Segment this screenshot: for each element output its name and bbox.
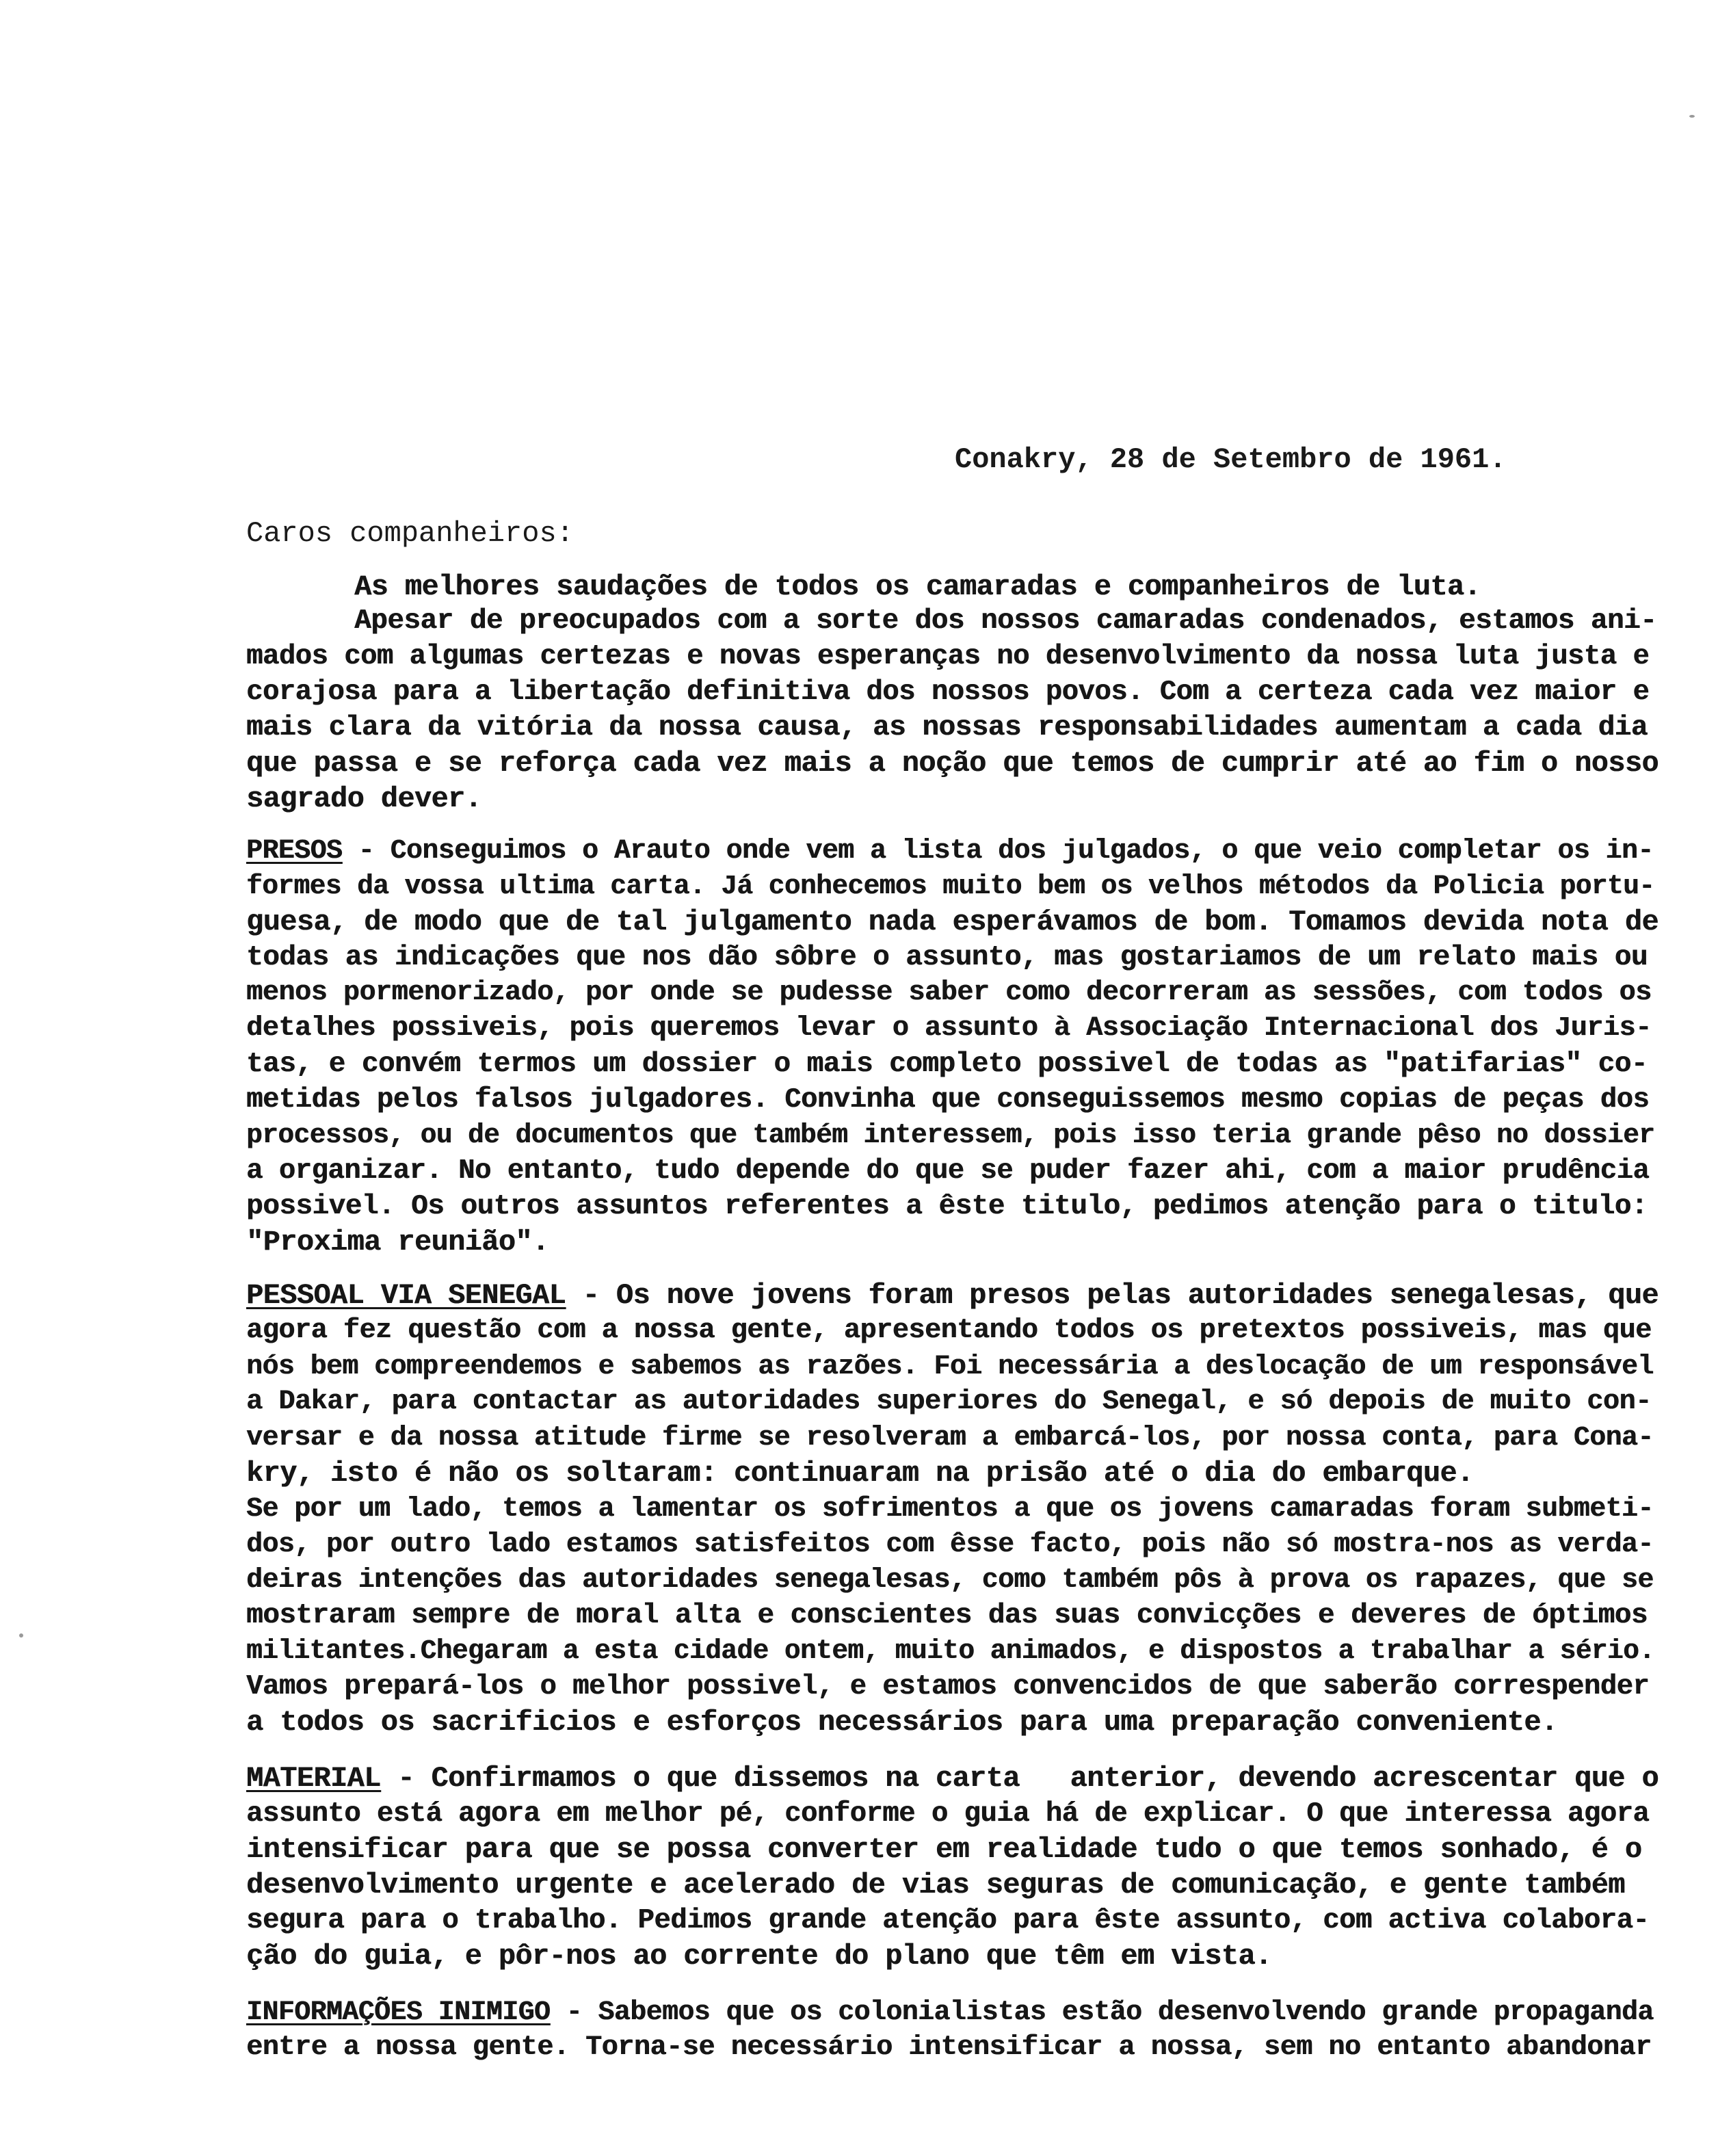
pessoal-line: agora fez questão com a nossa gente, apresentando todos os pretextos possiveis, mas que: [246, 1315, 1652, 1346]
pessoal-line: a Dakar, para contactar as autoridades superiores do Senegal, e só depois de muito con-: [246, 1386, 1652, 1417]
informacoes-line: entre a nossa gente. Torna-se necessário intensificar a nossa, sem no entanto abandonar: [246, 2032, 1652, 2063]
section-material-first-line: [246, 1762, 1658, 1795]
material-line: desenvolvimento urgente e acelerado de vias seguras de comunicação, e gente também: [246, 1869, 1625, 1902]
pessoal-line: mostraram sempre de moral alta e conscientes das suas convicções e deveres de óptimos: [246, 1600, 1648, 1631]
material-line: ção do guia, e pôr-nos ao corrente do plano que têm em vista.: [246, 1940, 1272, 1973]
section-heading-material: MATERIAL: [246, 1762, 381, 1795]
intro-line: mais clara da vitória da nossa causa, as nossas responsabilidades aumentam a cada dia: [246, 712, 1648, 744]
intro-line: Apesar de preocupados com a sorte dos nossos camaradas condenados, estamos ani-: [354, 605, 1657, 637]
presos-line: tas, e convém termos um dossier o mais completo possivel de todas as "patifarias" co-: [246, 1049, 1648, 1080]
presos-line: guesa, de modo que de tal julgamento nada esperávamos de bom. Tomamos devida nota de: [246, 906, 1658, 938]
pessoal-line: nós bem compreendemos e sabemos as razões. Foi necessária a deslocação de um responsável: [246, 1351, 1654, 1382]
presos-line: possivel. Os outros assuntos referentes a êste titulo, pedimos atenção para o titulo:: [246, 1191, 1648, 1222]
intro-line: corajosa para a libertação definitiva dos nossos povos. Com a certeza cada vez maior e: [246, 676, 1650, 708]
intro-line: As melhores saudações de todos os camaradas e companheiros de luta.: [354, 570, 1481, 603]
scan-speck: [1689, 115, 1695, 118]
presos-line: "Proxima reunião".: [246, 1226, 549, 1259]
material-line: assunto está agora em melhor pé, conforme o guia há de explicar. O que interessa agora: [246, 1798, 1650, 1830]
section-text: - Confirmamos o que dissemos na carta anterior, devendo acrescentar que o: [380, 1762, 1658, 1795]
section-heading-informacoes: INFORMAÇÕES INIMIGO: [246, 1997, 551, 2027]
pessoal-line: Vamos prepará-los o melhor possivel, e estamos convencidos de que saberão correspender: [246, 1671, 1650, 1703]
pessoal-line: deiras intenções das autoridades senegalesas, como também pôs à prova os rapazes, que se: [246, 1564, 1654, 1595]
material-line: intensificar para que se possa converter em realidade tudo o que temos sonhado, é o: [246, 1833, 1642, 1866]
presos-line: metidas pelos falsos julgadores. Convinha que conseguissemos mesmo copias de peças dos: [246, 1084, 1650, 1116]
presos-line: processos, ou de documentos que também interessem, pois isso teria grande pêso no dossier: [246, 1120, 1655, 1151]
section-pessoal-first-line: [246, 1279, 1658, 1312]
presos-line: formes da vossa ultima carta. Já conhecemos muito bem os velhos métodos da Policia portu-: [246, 871, 1655, 902]
section-presos-first-line: [246, 837, 1654, 865]
material-line: segura para o trabalho. Pedimos grande atenção para êste assunto, com activa colabora-: [246, 1905, 1650, 1936]
presos-line: menos pormenorizado, por onde se pudesse saber como decorreram as sessões, com todos os: [246, 977, 1652, 1008]
presos-line: detalhes possiveis, pois queremos levar o assunto à Associação Internacional dos Juris-: [246, 1013, 1652, 1044]
intro-line: que passa e se reforça cada vez mais a noção que temos de cumprir até ao fim o nosso: [246, 747, 1658, 780]
scan-speck: [19, 1633, 23, 1638]
pessoal-line: dos, por outro lado estamos satisfeitos com êsse facto, pois não só mostra-nos as verda-: [246, 1529, 1654, 1560]
section-text: - Os nove jovens foram presos pelas autoridades senegalesas, que: [566, 1279, 1658, 1312]
pessoal-line: kry, isto é não os soltaram: continuaram na prisão até o dia do embarque.: [246, 1457, 1474, 1490]
section-informacoes-first-line: [246, 1999, 1654, 2026]
letter-date: Conakry, 28 de Setembro de 1961.: [955, 443, 1507, 476]
section-text: - Conseguimos o Arauto onde vem a lista dos julgados, o que veio completar os in-: [342, 835, 1654, 866]
pessoal-line: militantes.Chegaram a esta cidade ontem, muito animados, e dispostos a trabalhar a sério.: [246, 1635, 1655, 1666]
presos-line: a organizar. No entanto, tudo depende do que se puder fazer ahi, com a maior prudência: [246, 1155, 1650, 1187]
pessoal-line: Se por um lado, temos a lamentar os sofrimentos a que os jovens camaradas foram submeti-: [246, 1493, 1654, 1524]
section-text: - Sabemos que os colonialistas estão desenvolvendo grande propaganda: [550, 1997, 1654, 2027]
section-heading-presos: PRESOS: [246, 835, 343, 866]
pessoal-line: versar e da nossa atitude firme se resolveram a embarcá-los, por nossa conta, para Cona-: [246, 1422, 1654, 1453]
presos-line: todas as indicações que nos dão sôbre o assunto, mas gostariamos de um relato mais ou: [246, 942, 1648, 973]
intro-line: mados com algumas certezas e novas esperanças no desenvolvimento da nossa luta justa e: [246, 641, 1650, 672]
pessoal-line: a todos os sacrificios e esforços necessários para uma preparação conveniente.: [246, 1706, 1558, 1739]
section-heading-pessoal: PESSOAL VIA SENEGAL: [246, 1279, 566, 1312]
intro-line: sagrado dever.: [246, 783, 482, 815]
letter-greeting: Caros companheiros:: [246, 517, 574, 550]
